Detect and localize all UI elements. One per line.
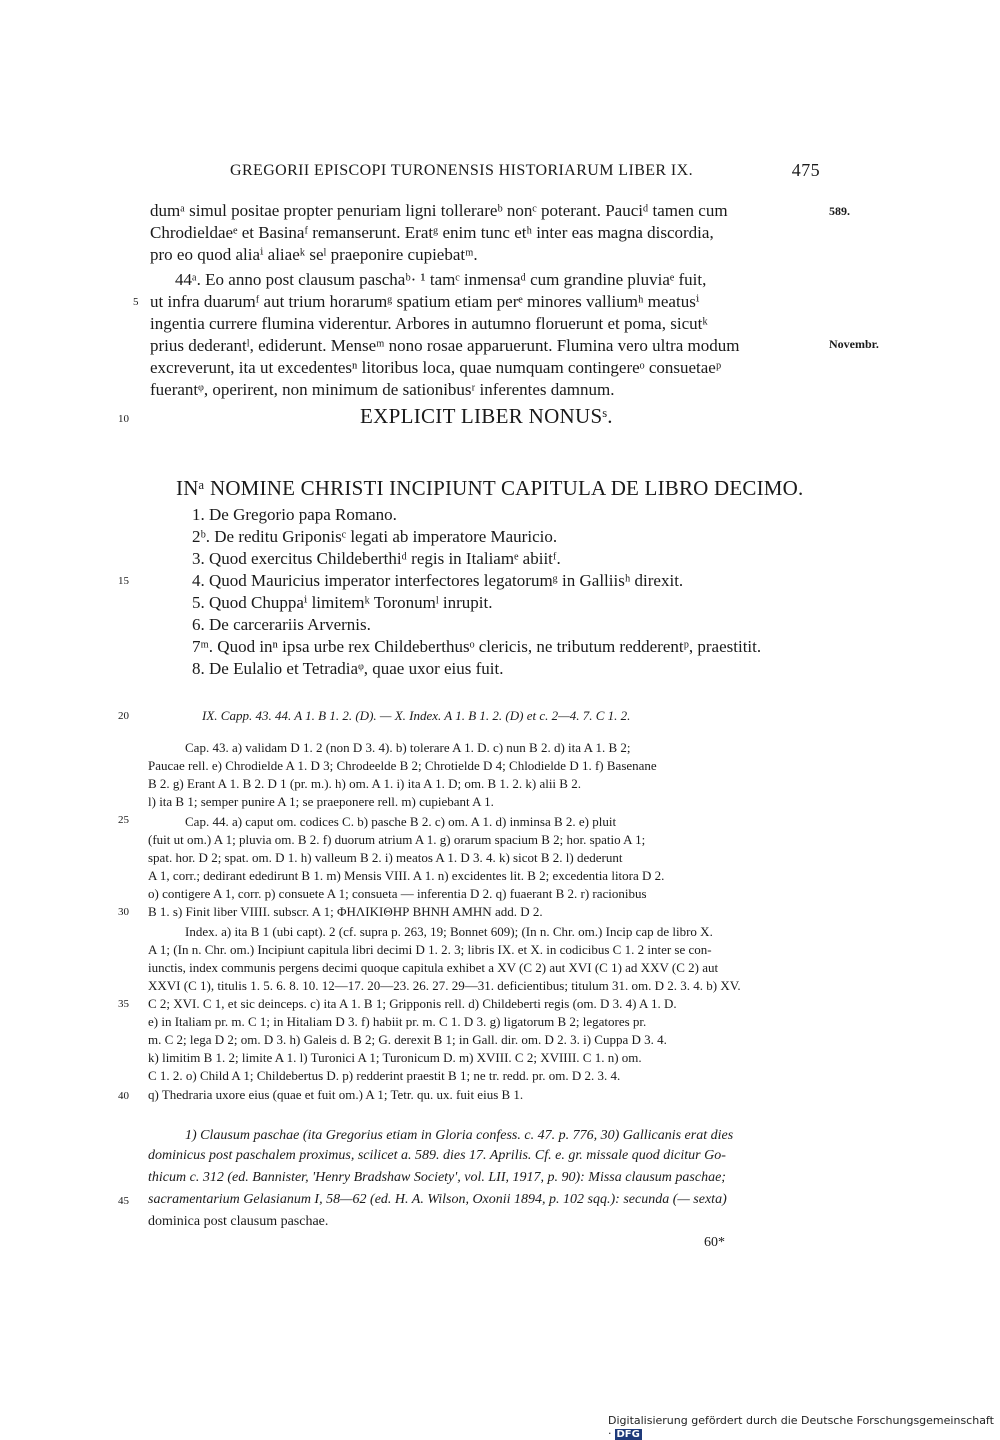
- apparatus-line: Cap. 44. a) caput om. codices C. b) pasche B 2. c) om. A 1. d) inminsa B 2. e) pluit: [185, 814, 617, 829]
- footer-text: Digitalisierung gefördert durch die Deutsche Forschungsgemeinschaft ·: [608, 1414, 994, 1440]
- apparatus-line: B 1. s) Finit liber VIIII. subscr. A 1; ΦΗΛΙΚΙΘΗΡ ΒΗΝΗ ΑΜΗΝ add. D 2.: [148, 904, 543, 919]
- apparatus-line: e) in Italiam pr. m. C 1; in Hitaliam D 3. f) habiit pr. m. C 1. D 3. g) ligatorum B 2; legatores pr.: [148, 1014, 647, 1029]
- line-number: 25: [118, 814, 129, 826]
- apparatus-line: l) ita B 1; semper punire A 1; se praeponere rell. m) cupiebant A 1.: [148, 794, 494, 809]
- body-line: ut infra duarumᶠ aut trium horarumᵍ spatium etiam perᵉ minores valliumʰ meatusⁱ: [150, 292, 700, 311]
- margin-year: 589.: [829, 204, 850, 218]
- line-number: 40: [118, 1090, 129, 1102]
- running-header: [150, 160, 820, 186]
- apparatus-line: spat. hor. D 2; spat. om. D 1. h) valleum B 2. i) meatos A 1. D 3. 4. k) sicot B 2. l) dederunt: [148, 850, 623, 865]
- line-number: 5: [133, 296, 139, 308]
- apparatus-line: (fuit ut om.) A 1; pluvia om. B 2. f) duorum atrium A 1. g) orarum spacium B 2; hor. spatio A 1;: [148, 832, 646, 847]
- apparatus-line: B 2. g) Erant A 1. B 2. D 1 (pr. m.). h) om. A 1. i) ita A 1. D; om. B 1. 2. k) alii B 2.: [148, 776, 581, 791]
- line-number: 30: [118, 906, 129, 918]
- margin-month: Novembr.: [829, 337, 879, 351]
- chapter-item: 1. De Gregorio papa Romano.: [192, 505, 397, 524]
- body-line: fuerantᵠ, operirent, non minimum de sationibusʳ inferentes damnum.: [150, 380, 615, 399]
- signature-mark: 60*: [704, 1235, 725, 1250]
- chapter-item: 3. Quod exercitus Childeberthiᵈ regis in Italiamᵉ abiitᶠ.: [192, 549, 561, 568]
- note-line: 1) Clausum paschae (ita Gregorius etiam in Gloria confess. c. 47. p. 776, 30) Gallicanis erat dies: [185, 1128, 734, 1143]
- line-number: 35: [118, 998, 129, 1010]
- apparatus-line: m. C 2; lega D 2; om. D 3. h) Galeis d. B 2; G. derexit B 1; in Gall. dir. om. D 2. 3. i) Cuppa D 3. 4.: [148, 1032, 667, 1047]
- line-number: 15: [118, 575, 129, 587]
- note-line: dominicus post paschalem proximus, scilicet a. 589. dies 17. Aprilis. Cf. e. gr. missale quod dicitur Go-: [148, 1148, 726, 1163]
- apparatus-line: Cap. 43. a) validam D 1. 2 (non D 3. 4). b) tolerare A 1. D. c) nun B 2. d) ita A 1. B 2;: [185, 740, 631, 755]
- explicit-heading: EXPLICIT LIBER NONUSˢ.: [360, 404, 613, 428]
- body-line: prius dederantˡ, ediderunt. Menseᵐ nono rosae apparuerunt. Flumina vero ultra modum: [150, 336, 740, 355]
- apparatus-head: IX. Capp. 43. 44. A 1. B 1. 2. (D). — X. Index. A 1. B 1. 2. (D) et c. 2—4. 7. C 1. 2.: [202, 708, 631, 723]
- body-line: pro eo quod aliaⁱ aliaeᵏ seˡ praeponire cupiebatᵐ.: [150, 245, 478, 264]
- apparatus-line: k) limitim B 1. 2; limite A 1. l) Turonici A 1; Turonicum D. m) XVIII. C 2; XVIIII. C 1. n) om.: [148, 1050, 642, 1065]
- dfg-logo: DFG: [616, 1429, 640, 1440]
- body-line: ingentia currere flumina viderentur. Arbores in autumno floruerunt et poma, sicutᵏ: [150, 314, 708, 333]
- apparatus-line: C 2; XVI. C 1, et sic deinceps. c) ita A 1. B 1; Gripponis rell. d) Childeberti regis (om. D 3. 4) A 1. D.: [148, 996, 677, 1011]
- body-line: dumᵃ simul positae propter penuriam ligni tollerareᵇ nonᶜ poterant. Pauciᵈ tamen cum: [150, 201, 728, 220]
- apparatus-line: Paucae rell. e) Chrodielde A 1. D 3; Chrodeelde B 2; Chrotielde D 4; Chlodielde D 1. f) Basenane: [148, 758, 657, 773]
- apparatus-line: o) contigere A 1, corr. p) consuete A 1; consueta — inferentia D 2. q) fuaerant B 2. r) racionibus: [148, 886, 647, 901]
- chapter-item: 7ᵐ. Quod inⁿ ipsa urbe rex Childeberthusᵒ clericis, ne tributum redderentᵖ, praestitit.: [192, 637, 762, 656]
- apparatus-line: A 1, corr.; dedirant ededirunt B 1. m) Mensis VIII. A 1. n) excidentes lit. B 2; excedentia litora D 2.: [148, 868, 665, 883]
- line-number: 10: [118, 413, 129, 425]
- apparatus-line: C 1. 2. o) Child A 1; Childebertus D. p) redderint praestit B 1; ne tr. redd. pr. om. D 2. 3. 4.: [148, 1068, 621, 1083]
- chapter-item: 6. De carcerariis Arvernis.: [192, 615, 371, 634]
- capitula-heading: INᵃ NOMINE CHRISTI INCIPIUNT CAPITULA DE LIBRO DECIMO.: [176, 476, 804, 500]
- apparatus-line: Index. a) ita B 1 (ubi capt). 2 (cf. supra p. 263, 19; Bonnet 609); (In n. Chr. om.) Incip cap de libro X.: [185, 924, 713, 939]
- chapter-item: 8. De Eulalio et Tetradiaᵠ, quae uxor eius fuit.: [192, 659, 504, 678]
- chapter-item: 2ᵇ. De reditu Griponisᶜ legati ab imperatore Mauricio.: [192, 527, 558, 546]
- note-line: thicum c. 312 (ed. Bannister, 'Henry Bradshaw Society', vol. LII, 1917, p. 90): Missa clausum paschae;: [148, 1170, 726, 1185]
- apparatus-line: iunctis, index communis pergens decimi quoque capitula exhibet a XV (C 2) aut XVI (C 1) ad XXV (C 2) aut: [148, 960, 719, 975]
- line-number: 45: [118, 1195, 129, 1207]
- running-title: GREGORII EPISCOPI TURONENSIS HISTORIARUM LIBER IX.: [230, 162, 693, 179]
- chapter-item: 5. Quod Chuppaⁱ limitemᵏ Toronumˡ inrupit.: [192, 593, 493, 612]
- apparatus-line: A 1; (In n. Chr. om.) Incipiunt capitula libri decimi D 1. 2. 3; libris IX. et X. in codicibus C 1. 2 inter se con-: [148, 942, 712, 957]
- body-line: 44ᵃ. Eo anno post clausum paschaᵇ· ¹ tamᶜ inmensaᵈ cum grandine pluviaᵉ fuit,: [175, 270, 707, 289]
- page-number: 475: [791, 160, 820, 180]
- apparatus-line: XXVI (C 1), titulis 1. 5. 6. 8. 10. 12—17. 20—23. 26. 27. 29—31. deficientibus; titulum 31. om. D 2. 3. 4. b) XV.: [148, 978, 741, 993]
- note-line: sacramentarium Gelasianum I, 58—62 (ed. H. A. Wilson, Oxonii 1894, p. 102 sqq.): secunda (— sexta): [148, 1192, 727, 1207]
- body-line: excreverunt, ita ut excedentesⁿ litoribus loca, quae numquam contingereᵒ consuetaeᵖ: [150, 358, 722, 377]
- digitization-footer: [608, 1414, 1000, 1440]
- chapter-item: 4. Quod Mauricius imperator interfectores legatorumᵍ in Galliisʰ direxit.: [192, 571, 684, 590]
- body-line: Chrodieldaeᵉ et Basinaᶠ remanserunt. Eratᵍ enim tunc etʰ inter eas magna discordia,: [150, 223, 714, 242]
- note-line: dominica post clausum paschae.: [148, 1214, 329, 1229]
- line-number: 20: [118, 710, 129, 722]
- apparatus-line: q) Thedraria uxore eius (quae et fuit om.) A 1; Tetr. qu. ux. fuit eius B 1.: [148, 1087, 524, 1102]
